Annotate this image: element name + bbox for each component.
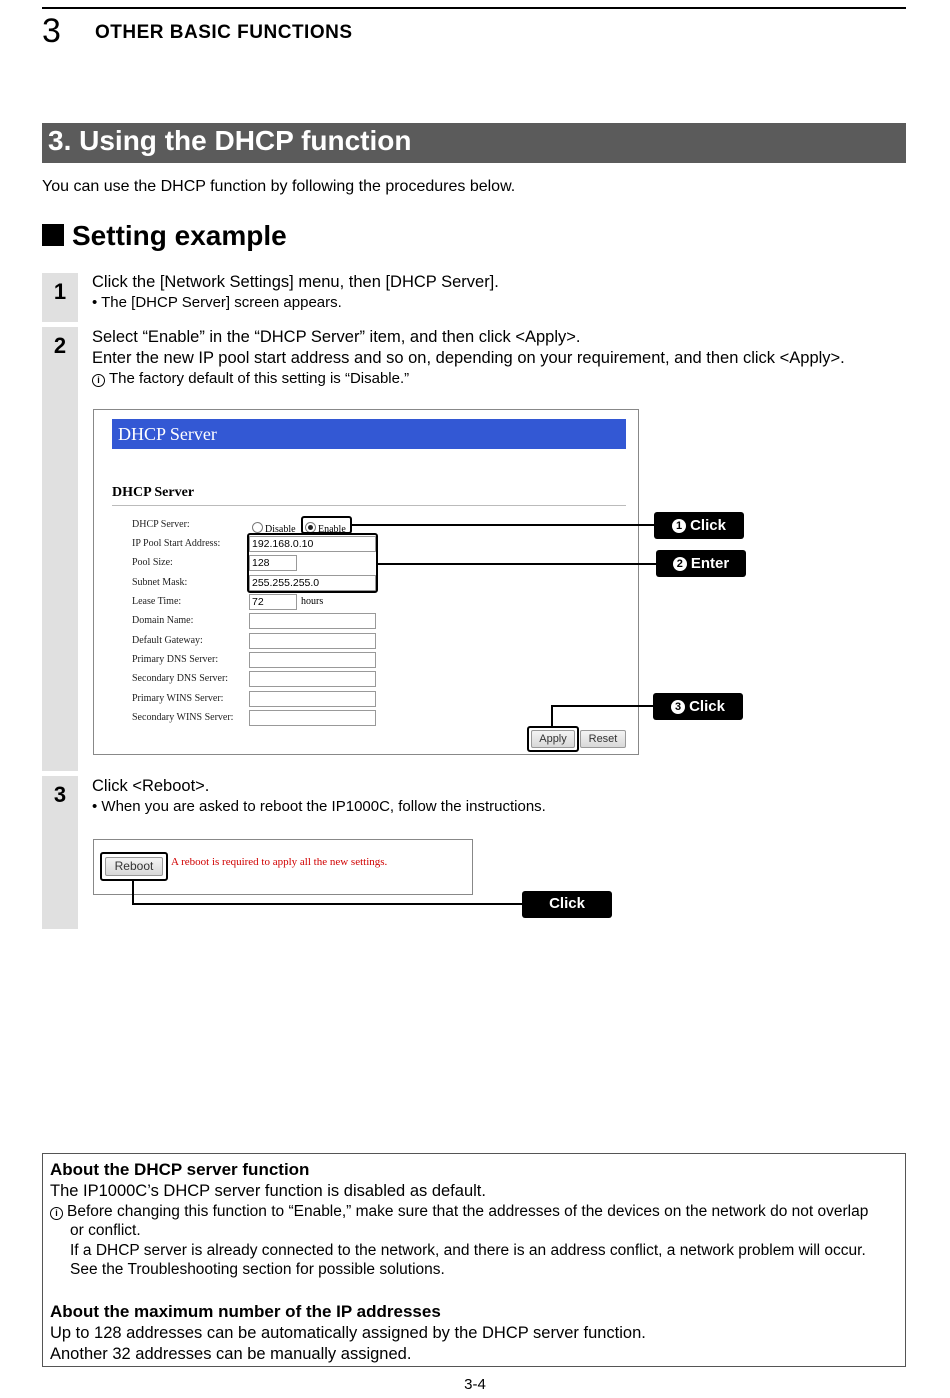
dhcp-screen-subheading: DHCP Server	[112, 485, 195, 500]
label-primary-wins: Primary WINS Server:	[132, 693, 224, 704]
ip-pool-start-input[interactable]: 192.168.0.10	[249, 536, 376, 552]
note-line-1: The IP1000C’s DHCP server function is disabled as default.	[50, 1182, 486, 1200]
subsection-heading	[42, 220, 287, 252]
callout-click-reboot: Click	[522, 891, 612, 918]
label-secondary-dns: Secondary DNS Server:	[132, 673, 229, 684]
step-1-number: 1	[53, 279, 67, 304]
step-3-detail: • When you are asked to reboot the IP1000C, follow the instructions.	[92, 798, 546, 815]
label-lease-time: Lease Time:	[132, 596, 182, 607]
step-1-instruction: Click the [Network Settings] menu, then [DHCP Server].	[92, 273, 499, 291]
dhcp-screen-header: DHCP Server	[118, 424, 217, 444]
pool-size-input[interactable]: 128	[249, 555, 297, 571]
label-default-gateway: Default Gateway:	[132, 635, 203, 646]
secondary-wins-input[interactable]	[249, 710, 376, 726]
square-bullet-icon	[42, 224, 64, 246]
note-line-3: Another 32 addresses can be manually assigned.	[50, 1345, 412, 1363]
leader-line-1	[352, 524, 654, 526]
step-2-number: 2	[53, 333, 67, 358]
apply-highlight	[527, 726, 579, 752]
label-primary-dns: Primary DNS Server:	[132, 654, 219, 665]
chapter-title: OTHER BASIC FUNCTIONS	[95, 22, 353, 43]
callout-2-label: Enter	[690, 555, 730, 572]
note-info-1-text: Before changing this function to “Enable,” make sure that the addresses of the devices on the network do not overlap	[67, 1203, 869, 1220]
label-domain-name: Domain Name:	[132, 615, 194, 626]
callout-click-1	[654, 512, 744, 539]
default-gateway-input[interactable]	[249, 633, 376, 649]
header-rule	[42, 7, 906, 9]
primary-dns-input[interactable]	[249, 652, 376, 668]
step-2-note	[92, 370, 409, 387]
leader-line-3-drop	[551, 705, 553, 727]
label-dhcp-server: DHCP Server:	[132, 519, 190, 530]
radio-disable-label: Disable	[265, 524, 296, 535]
fields-highlight	[247, 533, 378, 593]
radio-disable-circle[interactable]	[252, 522, 263, 533]
radio-enable-label: Enable	[318, 524, 346, 535]
callout-2-number: 2	[673, 557, 687, 571]
step-3-instruction: Click <Reboot>.	[92, 777, 210, 795]
reboot-message: A reboot is required to apply all the new settings.	[171, 856, 388, 868]
lease-time-input[interactable]: 72	[249, 594, 297, 610]
enable-highlight	[301, 516, 352, 534]
reboot-highlight	[100, 852, 168, 881]
callout-1-number: 1	[672, 519, 686, 533]
label-pool-size: Pool Size:	[132, 557, 173, 568]
step-2-note-text: The factory default of this setting is “Disable.”	[109, 370, 410, 387]
note-heading-max: About the maximum number of the IP addresses	[50, 1302, 441, 1321]
note-info-2: or conflict.	[70, 1222, 141, 1239]
leader-line-4	[132, 903, 522, 905]
domain-name-input[interactable]	[249, 613, 376, 629]
reboot-button[interactable]: Reboot	[105, 857, 163, 876]
note-info-4: See the Troubleshooting section for possible solutions.	[70, 1261, 445, 1278]
reset-button[interactable]: Reset	[580, 730, 626, 748]
callout-3-label: Click	[689, 698, 725, 715]
label-ip-pool-start: IP Pool Start Address:	[132, 538, 221, 549]
info-icon: i	[92, 374, 105, 387]
dhcp-screen-divider	[112, 505, 626, 506]
callout-3-number: 3	[671, 700, 685, 714]
step-2-instruction: Select “Enable” in the “DHCP Server” item, and then click <Apply>.	[92, 328, 581, 346]
label-secondary-wins: Secondary WINS Server:	[132, 712, 234, 723]
step-3-number: 3	[53, 782, 67, 807]
note-line-2: Up to 128 addresses can be automatically assigned by the DHCP server function.	[50, 1324, 646, 1342]
note-heading-dhcp: About the DHCP server function	[50, 1160, 310, 1179]
subsection-title: Setting example	[72, 220, 287, 251]
info-icon: i	[50, 1207, 63, 1220]
callout-click-3	[653, 693, 743, 720]
subnet-mask-input[interactable]: 255.255.255.0	[249, 575, 376, 591]
leader-line-4-drop	[132, 881, 134, 905]
callout-enter-2	[656, 550, 746, 577]
lease-time-unit: hours	[301, 596, 324, 607]
page-number: 3-4	[464, 1376, 486, 1393]
note-info-3: If a DHCP server is already connected to the network, and there is an address conflict, a network problem will occur.	[70, 1242, 866, 1259]
leader-line-2	[378, 563, 656, 565]
apply-button[interactable]: Apply	[531, 730, 575, 748]
step-2-instruction-2: Enter the new IP pool start address and so on, depending on your requirement, and then click <Apply>.	[92, 349, 845, 367]
step-2-bar	[42, 327, 78, 771]
label-subnet-mask: Subnet Mask:	[132, 577, 188, 588]
step-1-detail: • The [DHCP Server] screen appears.	[92, 294, 342, 311]
section-title: 3. Using the DHCP function	[48, 125, 412, 156]
section-intro: You can use the DHCP function by following the procedures below.	[42, 178, 516, 195]
chapter-number: 3	[42, 12, 61, 50]
leader-line-3	[551, 705, 653, 707]
primary-wins-input[interactable]	[249, 691, 376, 707]
callout-1-label: Click	[690, 517, 726, 534]
note-info-1	[50, 1203, 868, 1221]
secondary-dns-input[interactable]	[249, 671, 376, 687]
